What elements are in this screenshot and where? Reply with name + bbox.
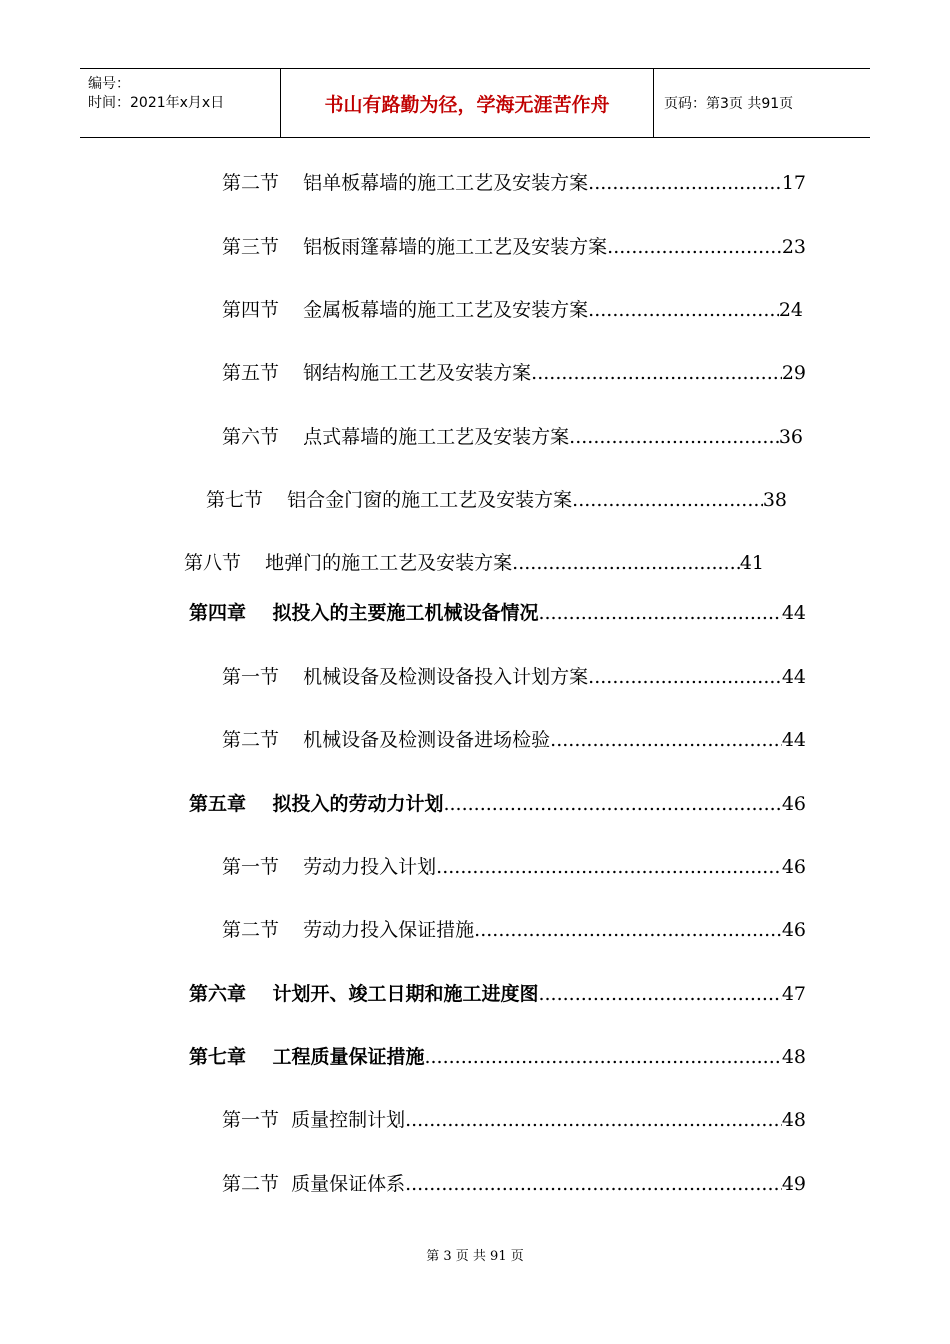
toc-section-entry[interactable] (222, 358, 806, 388)
toc-entry-label: 第二节 质量保证体系 (222, 1173, 406, 1195)
toc-section-entry[interactable] (222, 915, 806, 945)
toc-section-entry[interactable] (222, 725, 806, 755)
toc-entry-label: 第一节 劳动力投入计划 (222, 856, 437, 878)
toc-section-entry[interactable] (222, 422, 803, 452)
toc-entry-label: 第四节 金属板幕墙的施工工艺及安装方案 (222, 299, 589, 321)
toc-leader-dots (531, 358, 782, 388)
toc-entry-label: 第二节 机械设备及检测设备进场检验 (222, 729, 551, 751)
toc-section-entry[interactable] (222, 662, 806, 692)
header-motto: 书山有路勤为径，学海无涯苦作舟 (281, 69, 654, 137)
toc-entry-page: 24 (778, 299, 803, 321)
header-meta (80, 69, 281, 137)
toc-leader-dots (538, 598, 781, 628)
toc-section-entry[interactable] (222, 852, 806, 882)
toc-section-entry[interactable] (222, 168, 806, 198)
toc-entry-label: 第六章 计划开、竣工日期和施工进度图 (189, 983, 539, 1005)
toc-entry-label: 第七章 工程质量保证措施 (189, 1046, 425, 1068)
toc-leader-dots (424, 1042, 781, 1072)
toc-entry-page: 48 (781, 1109, 806, 1131)
toc-entry-page: 44 (781, 602, 806, 624)
toc-chapter-entry[interactable] (189, 979, 806, 1009)
toc-entry-page: 17 (781, 172, 806, 194)
toc-entry-label: 第四章 拟投入的主要施工机械设备情况 (189, 602, 539, 624)
toc-entry-page: 38 (762, 489, 787, 511)
toc-leader-dots (443, 789, 781, 819)
toc-entry-page: 23 (781, 236, 806, 258)
toc-leader-dots (588, 662, 782, 692)
toc-chapter-entry[interactable] (189, 1042, 806, 1072)
toc-leader-dots (575, 422, 779, 452)
toc-entry-label: 第六节 点式幕墙的施工工艺及安装方案. (222, 426, 576, 448)
toc-entry-label: 第一节 质量控制计划 (222, 1109, 406, 1131)
toc-entry-label: 第五节 钢结构施工工艺及安装方案 (222, 362, 532, 384)
toc-section-entry[interactable] (206, 485, 787, 515)
toc-entry-label: 第七节 铝合金门窗的施工工艺及安装方案 (206, 489, 573, 511)
toc-leader-dots (405, 1169, 782, 1199)
toc-leader-dots (588, 168, 782, 198)
header-time-label: 时间：2021年x月x日 (88, 95, 225, 111)
toc-entry-page: 49 (781, 1173, 806, 1195)
header-page-info: 页码：第3页 共91页 (664, 96, 794, 112)
toc-entry-page: 44 (781, 729, 806, 751)
toc-entry-label: 第二节 劳动力投入保证措施 (222, 919, 475, 941)
toc-entry-label: 第一节 机械设备及检测设备投入计划方案 (222, 666, 589, 688)
toc-leader-dots (607, 232, 782, 262)
toc-section-entry[interactable] (222, 232, 806, 262)
toc-leader-dots (538, 979, 781, 1009)
page-header (80, 68, 870, 138)
toc-entry-page: 46 (781, 919, 806, 941)
toc-section-entry[interactable] (222, 1105, 806, 1135)
toc-leader-dots (436, 852, 782, 882)
toc-entry-page: 29 (781, 362, 806, 384)
toc-leader-dots (550, 725, 782, 755)
toc-chapter-entry[interactable] (189, 789, 806, 819)
toc-entry-page: 44 (781, 666, 806, 688)
toc-entry-page: 41 (739, 552, 764, 574)
toc-entry-label: 第二节 铝单板幕墙的施工工艺及安装方案 (222, 172, 589, 194)
header-number-label: 编号： (88, 76, 130, 92)
toc-entry-label: 第八节 地弹门的施工工艺及安装方案 (184, 552, 513, 574)
toc-leader-dots (512, 548, 740, 578)
toc-section-entry[interactable] (222, 295, 803, 325)
toc-entry-label: 第三节 铝板雨篷幕墙的施工工艺及安装方案 (222, 236, 608, 258)
toc-entry-page: 46 (781, 793, 806, 815)
toc-entry-page: 46 (781, 856, 806, 878)
toc-entry-page: 48 (781, 1046, 806, 1068)
toc-entry-page: 36 (778, 426, 803, 448)
toc-entry-page: 47 (781, 983, 806, 1005)
toc-section-entry[interactable] (184, 548, 764, 578)
page-footer: 第 3 页 共 91 页 (426, 1249, 524, 1264)
toc-leader-dots (405, 1105, 782, 1135)
toc-section-entry[interactable] (222, 1169, 806, 1199)
toc-leader-dots (588, 295, 779, 325)
toc-chapter-entry[interactable] (189, 598, 806, 628)
toc-leader-dots (572, 485, 763, 515)
toc-leader-dots (474, 915, 782, 945)
toc-entry-label: 第五章 拟投入的劳动力计划 (189, 793, 444, 815)
